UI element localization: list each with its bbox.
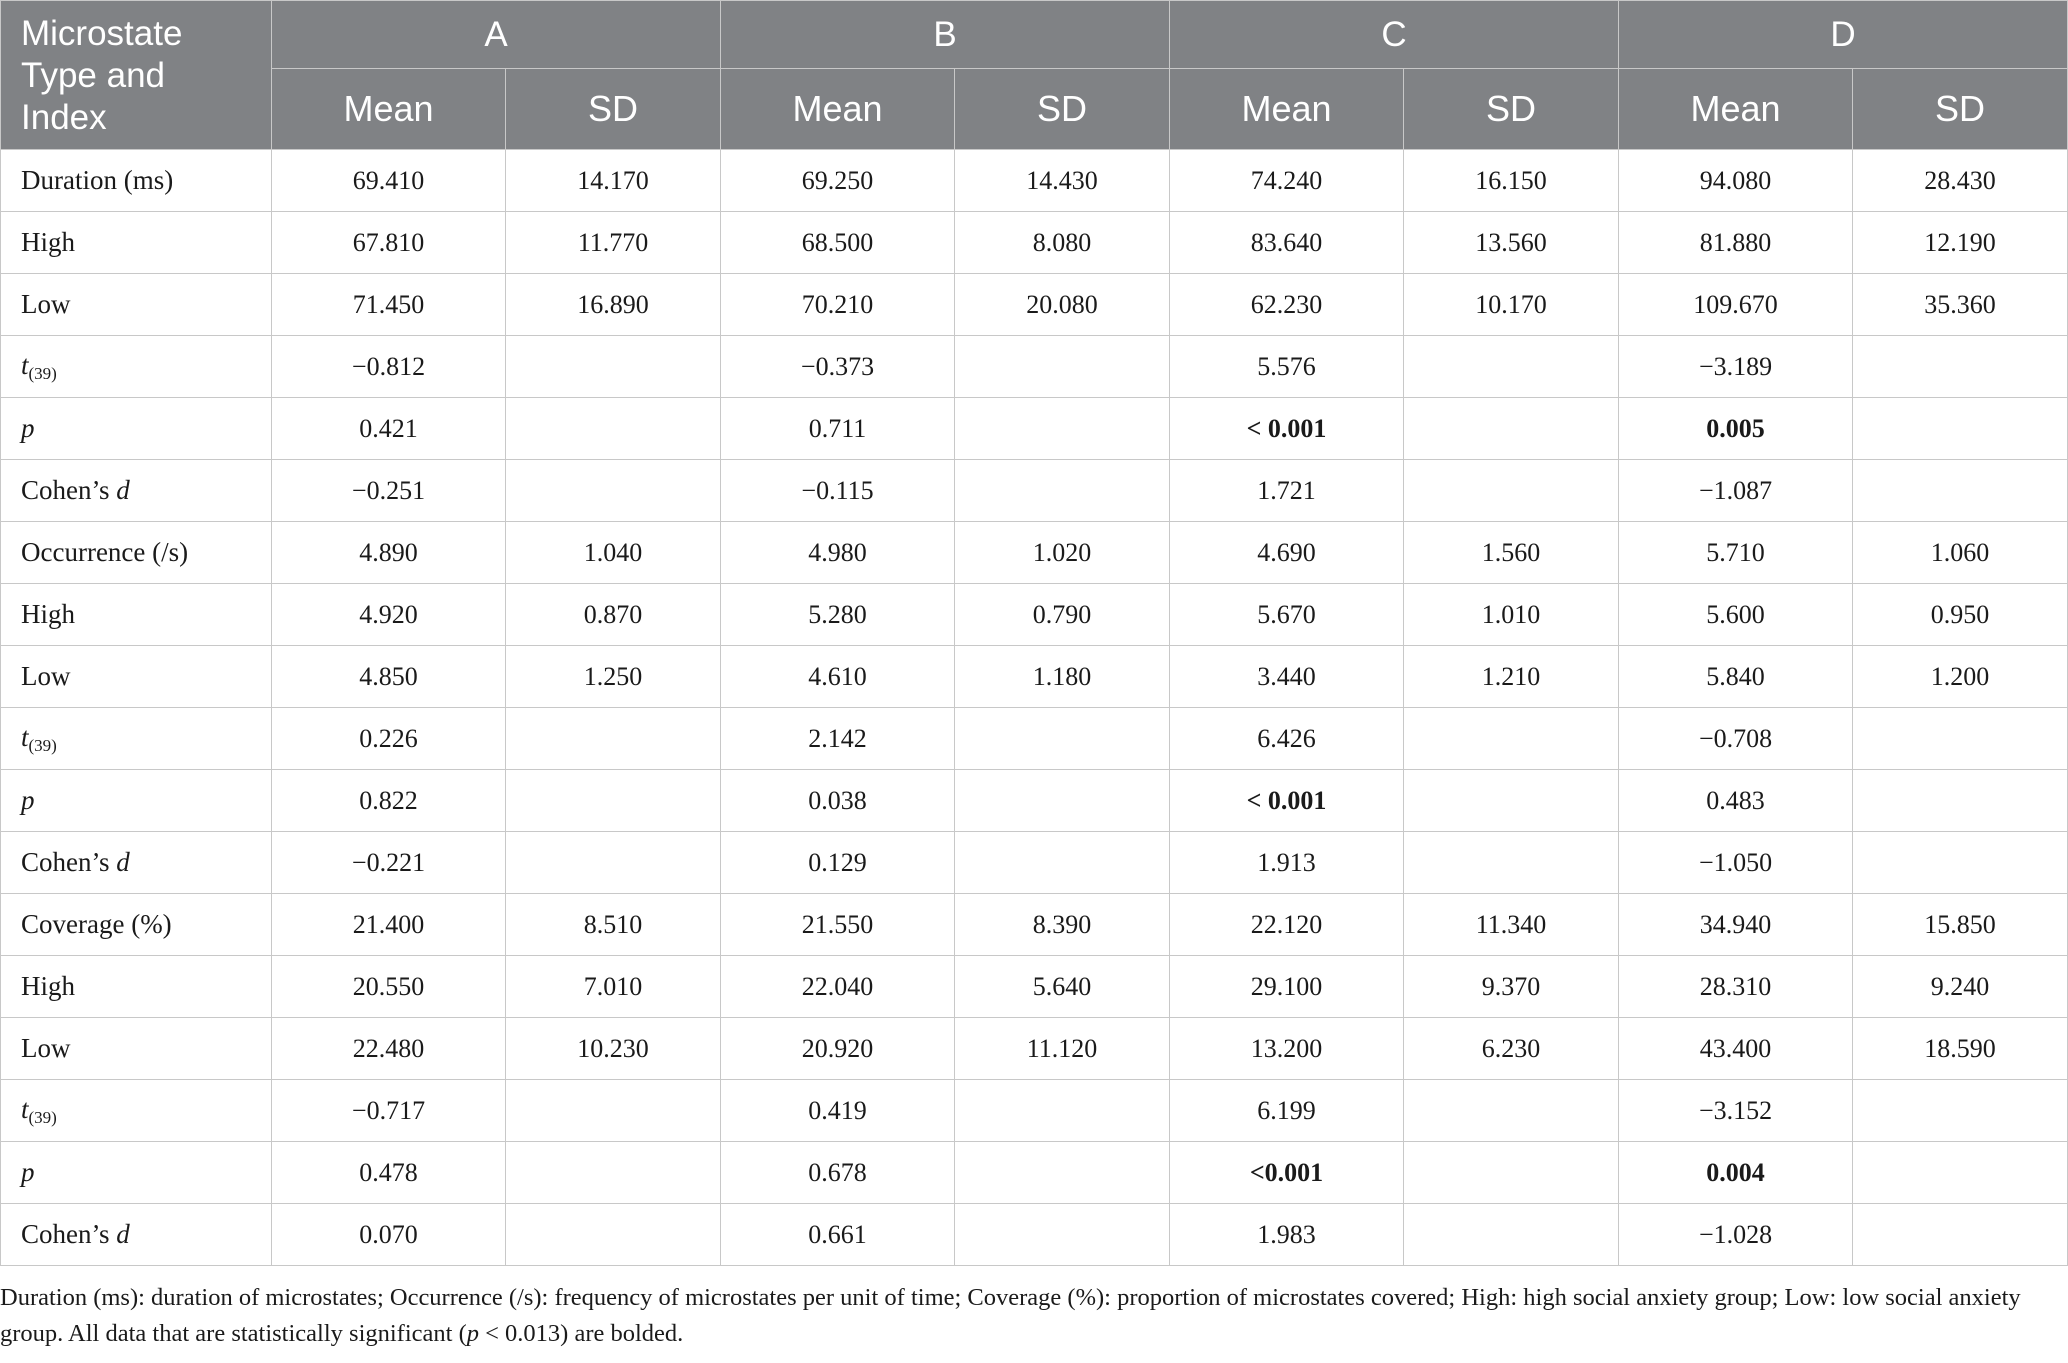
corner-line-3: Index — [21, 98, 107, 137]
table-body — [1, 150, 2068, 1266]
table-cell — [506, 832, 721, 894]
table-cell: 74.240 — [1170, 150, 1404, 212]
table-cell: −0.812 — [272, 336, 506, 398]
table-cell — [1404, 708, 1619, 770]
table-cell: 3.440 — [1170, 646, 1404, 708]
table-cell: −3.152 — [1619, 1080, 1853, 1142]
corner-header — [1, 1, 272, 150]
table-row — [1, 150, 2068, 212]
table-cell: 4.890 — [272, 522, 506, 584]
table-cell: 5.280 — [721, 584, 955, 646]
corner-line-1: Microstate — [21, 14, 183, 53]
row-label-subscript: (39) — [28, 363, 57, 383]
table-row — [1, 832, 2068, 894]
table-row — [1, 212, 2068, 274]
row-label — [1, 956, 272, 1018]
row-label-text: Occurrence (/s) — [21, 537, 189, 567]
table-cell — [1853, 708, 2068, 770]
table-cell: 8.510 — [506, 894, 721, 956]
row-label — [1, 770, 272, 832]
table-cell: 5.840 — [1619, 646, 1853, 708]
row-label — [1, 894, 272, 956]
table-cell: 1.020 — [955, 522, 1170, 584]
table-cell: 81.880 — [1619, 212, 1853, 274]
row-label — [1, 1142, 272, 1204]
row-label-text: High — [21, 971, 75, 1001]
table-cell: <0.001 — [1170, 1142, 1404, 1204]
row-label-text: t — [21, 1093, 29, 1124]
table-cell: 0.070 — [272, 1204, 506, 1266]
table-cell — [1853, 1080, 2068, 1142]
table-cell: 0.483 — [1619, 770, 1853, 832]
table-cell — [1404, 460, 1619, 522]
table-cell: 10.230 — [506, 1018, 721, 1080]
sd-header-d: SD — [1853, 69, 2068, 150]
table-row — [1, 460, 2068, 522]
table-cell — [1404, 336, 1619, 398]
row-label-text: p — [21, 1157, 35, 1187]
table-cell: 9.240 — [1853, 956, 2068, 1018]
table-cell: 1.060 — [1853, 522, 2068, 584]
table-cell: 109.670 — [1619, 274, 1853, 336]
table-cell: 5.710 — [1619, 522, 1853, 584]
table-cell — [955, 708, 1170, 770]
table-row — [1, 708, 2068, 770]
mean-header-c: Mean — [1170, 69, 1404, 150]
table-cell: 62.230 — [1170, 274, 1404, 336]
table-cell: 20.080 — [955, 274, 1170, 336]
table-cell: 28.310 — [1619, 956, 1853, 1018]
table-cell — [506, 336, 721, 398]
table-cell: 0.678 — [721, 1142, 955, 1204]
table-cell: < 0.001 — [1170, 770, 1404, 832]
row-label-text: p — [21, 785, 35, 815]
table-cell: 1.180 — [955, 646, 1170, 708]
row-label — [1, 1204, 272, 1266]
table-cell: 4.920 — [272, 584, 506, 646]
table-cell: 69.250 — [721, 150, 955, 212]
footnote-text-1: Duration (ms): duration of microstates; Occurrence (/s): frequency of microstates per unit of time; Coverage (%): proportion of microstates covered; High: high social anxiety group; Low: low social anxiety group. All data that are statistically significant ( — [0, 1284, 2021, 1347]
group-header-b: B — [721, 1, 1170, 69]
row-label-text: Coverage (%) — [21, 909, 172, 939]
table-cell — [1853, 460, 2068, 522]
table-cell — [955, 1204, 1170, 1266]
table-cell — [955, 770, 1170, 832]
table-cell: 0.870 — [506, 584, 721, 646]
table-cell — [1404, 398, 1619, 460]
table-cell: 29.100 — [1170, 956, 1404, 1018]
mean-header-d: Mean — [1619, 69, 1853, 150]
table-cell: 6.199 — [1170, 1080, 1404, 1142]
table-cell — [955, 1080, 1170, 1142]
table-cell: 94.080 — [1619, 150, 1853, 212]
row-label-text: High — [21, 227, 75, 257]
table-cell — [955, 460, 1170, 522]
group-header-a: A — [272, 1, 721, 69]
mean-header-a: Mean — [272, 69, 506, 150]
table-row — [1, 646, 2068, 708]
table-cell: 5.576 — [1170, 336, 1404, 398]
table-footnote — [0, 1280, 2060, 1352]
table-cell: 1.250 — [506, 646, 721, 708]
table-cell — [1404, 770, 1619, 832]
table-cell: 0.419 — [721, 1080, 955, 1142]
row-label — [1, 212, 272, 274]
row-label-text: Low — [21, 289, 71, 319]
table-cell: 11.770 — [506, 212, 721, 274]
row-label — [1, 1080, 272, 1142]
table-row — [1, 894, 2068, 956]
row-label-text: Cohen’s — [21, 847, 117, 877]
table-cell: 8.080 — [955, 212, 1170, 274]
row-label — [1, 460, 272, 522]
table-cell: 6.230 — [1404, 1018, 1619, 1080]
table-cell: 5.640 — [955, 956, 1170, 1018]
row-label-symbol: d — [116, 475, 130, 505]
table-cell: 1.200 — [1853, 646, 2068, 708]
table-row — [1, 1018, 2068, 1080]
table-cell: 1.210 — [1404, 646, 1619, 708]
row-label-text: Duration (ms) — [21, 165, 174, 195]
table-cell: 22.040 — [721, 956, 955, 1018]
table-cell: 13.560 — [1404, 212, 1619, 274]
table-cell: 15.850 — [1853, 894, 2068, 956]
table-cell: 14.170 — [506, 150, 721, 212]
table-cell — [955, 336, 1170, 398]
table-cell: 4.980 — [721, 522, 955, 584]
table-cell: 5.600 — [1619, 584, 1853, 646]
table-cell: 28.430 — [1853, 150, 2068, 212]
row-label-text: t — [21, 349, 29, 380]
table-cell — [1853, 1142, 2068, 1204]
table-cell — [506, 708, 721, 770]
row-label-subscript: (39) — [28, 1107, 57, 1127]
table-cell: 1.983 — [1170, 1204, 1404, 1266]
row-label-text: Cohen’s — [21, 1219, 117, 1249]
table-cell: 11.120 — [955, 1018, 1170, 1080]
table-cell: 43.400 — [1619, 1018, 1853, 1080]
row-label-text: High — [21, 599, 75, 629]
table-cell — [506, 1080, 721, 1142]
table-cell — [506, 770, 721, 832]
table-cell: 34.940 — [1619, 894, 1853, 956]
row-label-text: p — [21, 413, 35, 443]
table-row — [1, 584, 2068, 646]
table-cell: 0.129 — [721, 832, 955, 894]
row-label-text: Cohen’s — [21, 475, 117, 505]
mean-header-b: Mean — [721, 69, 955, 150]
table-cell: 8.390 — [955, 894, 1170, 956]
table-header — [1, 1, 2068, 150]
sd-header-c: SD — [1404, 69, 1619, 150]
table-cell — [955, 1142, 1170, 1204]
table-cell: −0.373 — [721, 336, 955, 398]
table-cell: 0.226 — [272, 708, 506, 770]
row-label — [1, 150, 272, 212]
group-header-d: D — [1619, 1, 2068, 69]
table-cell: 0.790 — [955, 584, 1170, 646]
table-cell: −3.189 — [1619, 336, 1853, 398]
table-cell: 68.500 — [721, 212, 955, 274]
table-cell: −0.717 — [272, 1080, 506, 1142]
table-cell: 18.590 — [1853, 1018, 2068, 1080]
row-label-symbol: d — [116, 1219, 130, 1249]
table-cell — [1853, 832, 2068, 894]
row-label-text: Low — [21, 661, 71, 691]
table-cell: −0.115 — [721, 460, 955, 522]
table-cell — [955, 832, 1170, 894]
table-row — [1, 1080, 2068, 1142]
table-cell: 10.170 — [1404, 274, 1619, 336]
row-label — [1, 274, 272, 336]
table-cell: 22.120 — [1170, 894, 1404, 956]
table-cell: 5.670 — [1170, 584, 1404, 646]
table-cell: −1.087 — [1619, 460, 1853, 522]
table-row — [1, 398, 2068, 460]
table-cell: 4.850 — [272, 646, 506, 708]
table-cell — [1404, 832, 1619, 894]
table-row — [1, 274, 2068, 336]
table-row — [1, 522, 2068, 584]
table-row — [1, 336, 2068, 398]
table-cell — [506, 1142, 721, 1204]
table-cell: 12.190 — [1853, 212, 2068, 274]
table-cell: 0.478 — [272, 1142, 506, 1204]
table-cell — [1404, 1080, 1619, 1142]
table-cell: 7.010 — [506, 956, 721, 1018]
table-row — [1, 770, 2068, 832]
row-label — [1, 336, 272, 398]
table-cell — [1404, 1204, 1619, 1266]
table-cell: 0.004 — [1619, 1142, 1853, 1204]
table-cell: 0.661 — [721, 1204, 955, 1266]
table-cell: 21.400 — [272, 894, 506, 956]
table-cell: −1.050 — [1619, 832, 1853, 894]
footnote-p-symbol: p — [466, 1320, 479, 1347]
corner-line-2: Type and — [21, 56, 165, 95]
table-cell: −0.221 — [272, 832, 506, 894]
table-cell — [1404, 1142, 1619, 1204]
table-cell — [1853, 770, 2068, 832]
table-cell: 0.950 — [1853, 584, 2068, 646]
table-cell: 67.810 — [272, 212, 506, 274]
table-cell: 9.370 — [1404, 956, 1619, 1018]
table-cell: 70.210 — [721, 274, 955, 336]
table-row — [1, 1142, 2068, 1204]
table-cell: 1.040 — [506, 522, 721, 584]
table-cell — [506, 398, 721, 460]
table-cell — [1853, 1204, 2068, 1266]
table-cell: −0.708 — [1619, 708, 1853, 770]
sd-header-a: SD — [506, 69, 721, 150]
table-cell: 0.421 — [272, 398, 506, 460]
table-cell: 1.913 — [1170, 832, 1404, 894]
table-cell: 0.822 — [272, 770, 506, 832]
table-cell: 0.005 — [1619, 398, 1853, 460]
table-cell: 71.450 — [272, 274, 506, 336]
table-cell: 1.010 — [1404, 584, 1619, 646]
table-cell: 11.340 — [1404, 894, 1619, 956]
table-cell: 0.038 — [721, 770, 955, 832]
table-row — [1, 956, 2068, 1018]
row-label — [1, 646, 272, 708]
table-cell: −0.251 — [272, 460, 506, 522]
table-cell — [1853, 398, 2068, 460]
table-cell — [506, 1204, 721, 1266]
sd-header-b: SD — [955, 69, 1170, 150]
table-cell: 35.360 — [1853, 274, 2068, 336]
row-label — [1, 708, 272, 770]
group-header-c: C — [1170, 1, 1619, 69]
footnote-text-2: < 0.013) are bolded. — [478, 1320, 684, 1347]
row-label — [1, 584, 272, 646]
row-label — [1, 1018, 272, 1080]
table-cell: 69.410 — [272, 150, 506, 212]
table-cell: 21.550 — [721, 894, 955, 956]
row-label-text: t — [21, 721, 29, 752]
table-cell: 2.142 — [721, 708, 955, 770]
row-label — [1, 832, 272, 894]
table-cell: 22.480 — [272, 1018, 506, 1080]
table-cell: 83.640 — [1170, 212, 1404, 274]
table-cell — [506, 460, 721, 522]
table-cell: < 0.001 — [1170, 398, 1404, 460]
row-label-symbol: d — [116, 847, 130, 877]
table-cell: 0.711 — [721, 398, 955, 460]
row-label-text: Low — [21, 1033, 71, 1063]
row-label — [1, 522, 272, 584]
table-cell: 20.550 — [272, 956, 506, 1018]
row-label-subscript: (39) — [28, 735, 57, 755]
table-cell: 14.430 — [955, 150, 1170, 212]
table-cell — [1853, 336, 2068, 398]
table-cell: 13.200 — [1170, 1018, 1404, 1080]
table-cell: −1.028 — [1619, 1204, 1853, 1266]
table-cell: 20.920 — [721, 1018, 955, 1080]
table-cell: 4.610 — [721, 646, 955, 708]
table-cell: 16.150 — [1404, 150, 1619, 212]
table-cell: 1.560 — [1404, 522, 1619, 584]
row-label — [1, 398, 272, 460]
table-row — [1, 1204, 2068, 1266]
table-cell — [955, 398, 1170, 460]
table-cell: 16.890 — [506, 274, 721, 336]
table-cell: 6.426 — [1170, 708, 1404, 770]
table-cell: 1.721 — [1170, 460, 1404, 522]
table-cell: 4.690 — [1170, 522, 1404, 584]
